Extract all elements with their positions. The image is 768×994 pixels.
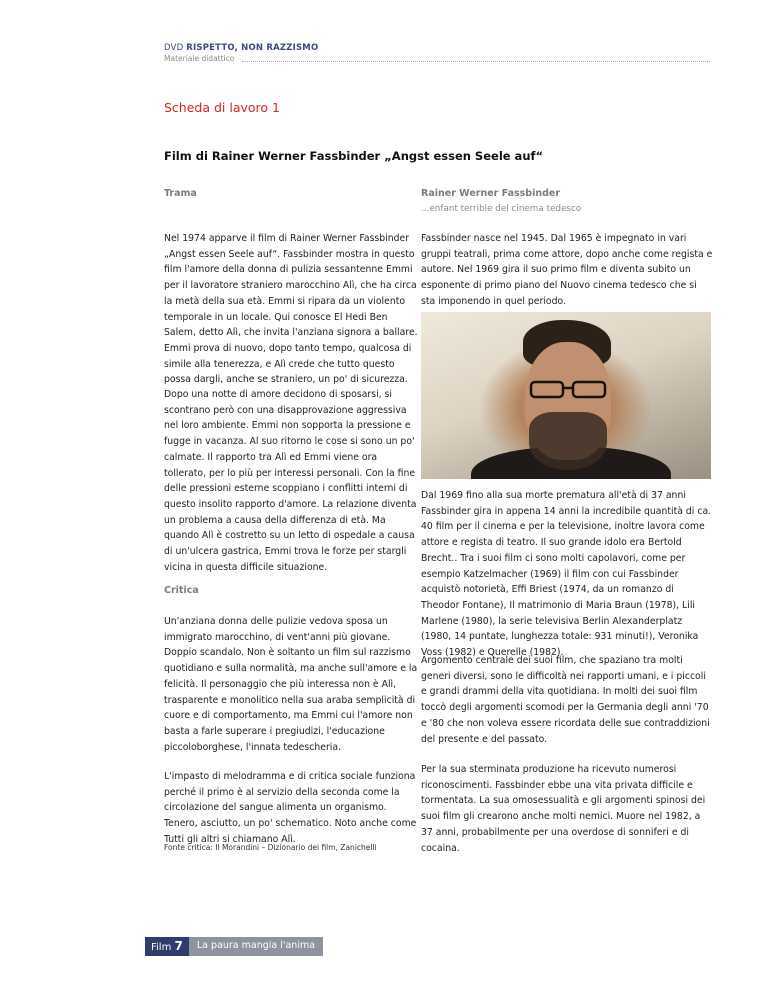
bio-paragraph-3 (421, 653, 713, 747)
header-title-text: RISPETTO, NON RAZZISMO (186, 43, 319, 53)
bio-heading: Rainer Werner Fassbinder (421, 188, 561, 199)
trama-paragraph-1 (164, 231, 420, 388)
trama-text-2: Dopo una notte di amore decidono di sposarsi, si scontrano però con una disapprovazione aggressiva nel loro ambiente. Emmi non sopporta la pressione e fugge in vacanza. Al suo ritorno le cose si sono un po' calmate. Il rapporto tra Alì ed Emmi viene ora tollerato, per lo più per interessi personali. Con la fine delle pressioni esterne scoppiano i conflitti interni di questo insolito rapporto d'amore. La relazione diventa un problema a causa della differenza di età. Ma quando Alì è costretto su un letto di ospedale a causa di un'ulcera gastrica, Emmi trova le forze per stargli vicina in questa difficile situazione. (164, 389, 417, 573)
footer-tab (145, 937, 323, 956)
bio-text-1: Fassbinder nasce nel 1945. Dal 1965 è impegnato in vari gruppi teatrali, prima come attore, dopo anche come regista e autore. Nel 1969 gira il suo primo film e diventa subito un esponente di primo piano del Nuovo cinema tedesco che si sta imponendo in quel periodo. (421, 233, 713, 307)
bio-heading-block (421, 186, 711, 217)
header-divider (242, 61, 710, 62)
trama-heading-block (164, 186, 419, 202)
photo-beard (529, 412, 607, 470)
bio-subheading: ...enfant terrible del cinema tedesco (421, 203, 582, 214)
critica-text-1: Un'anziana donna delle pulizie vedova sposa un immigrato marocchino, di vent'anni più giovane. Doppio scandalo. Non è soltanto un film sul razzismo quotidiano e sulla normalità, ma anche sull'amore e la felicità. Il personaggio che più interessa non è Alì, trasparente e monolitico nella sua araba semplicità di cuore e di comportamento, ma Emmi cui l'amore non basta a farle superare i pregiudizi, l'educazione piccoloborghese, l'innata tedescheria. (164, 616, 418, 753)
header-subtitle: Materiale didattico (164, 54, 235, 63)
source-text: Fonte critica: Il Morandini – Dizionario dei film, Zanichelli (164, 843, 377, 852)
critica-heading-block (164, 583, 419, 599)
source-note (164, 840, 420, 856)
bio-paragraph-2 (421, 488, 713, 661)
bio-text-3: Argomento centrale dei suoi film, che spaziano tra molti generi diversi, sono le difficoltà nei rapporti umani, e i piccoli e grandi drammi della vita quotidiana. In molti dei suoi film toccò degli argomenti scomodi per la Germania degli anni '70 e '80 che non voleva essere ricordata delle sue contraddizioni del presente e del passato. (421, 655, 710, 745)
bio-paragraph-1 (421, 231, 713, 310)
bio-text-2: Dal 1969 fino alla sua morte prematura all'età di 37 anni Fassbinder gira in appena 14 anni la incredibile quantità di ca. 40 film per il cinema e per la televisione, inoltre lavora come attore e regista di teatro. Il suo grande idolo era Bertold Brecht.. Tra i suoi film ci sono molti capolavori, come per esempio Katzelmacher (1969) il film con cui Fassbinder acquistò notorietà, Effi Briest (1974, da un romanzo di Theodor Fontane), Il matrimonio di Maria Braun (1978), Lili Marlene (1980), la serie televisiva Berlin Alexanderplatz (1980, 14 puntate, lunghezza totale: 931 minuti!), Veronika Voss (1982) e Querelle (1982). (421, 490, 712, 659)
bio-paragraph-4 (421, 762, 713, 856)
trama-text-1: Nel 1974 apparve il film di Rainer Werner Fassbinder „Angst essen Seele auf“. Fassbinder mostra in questo film l'amore della donna di pulizia sessantenne Emmi per il lavoratore straniero marocchino Alì, che ha circa la metà della sua età. Emmi si ripara da un violento temporale in un locale. Qui conosce El Hedi Ben Salem, detto Alì, che invita l'anziana signora a ballare. Emmi prova di nuovo, dopo tanto tempo, qualcosa di simile alla tenerezza, e Alì crede che tutto questo possa dargli, anche se straniero, un po' di sicurezza. (164, 233, 418, 386)
footer-number: 7 (174, 939, 183, 953)
bio-text-4: Per la sua sterminata produzione ha ricevuto numerosi riconoscimenti. Fassbinder ebbe una vita privata difficile e tormentata. La sua omosessualità e gli argomenti spinosi dei suoi film gli crearono anche molti nemici. Muore nel 1982, a 37 anni, probabilmente per una overdose di sonniferi e di cocaina. (421, 764, 706, 854)
trama-paragraph-2 (164, 387, 420, 575)
critica-heading: Critica (164, 585, 199, 596)
critica-paragraph-2 (164, 769, 420, 848)
footer-label: Film (151, 942, 172, 953)
sheet-title: Scheda di lavoro 1 (164, 100, 280, 115)
fassbinder-portrait-photo (421, 312, 711, 479)
header-prefix: DVD (164, 43, 184, 53)
footer-film-label (145, 937, 189, 956)
photo-glasses (529, 380, 607, 400)
critica-paragraph-1 (164, 614, 420, 755)
critica-text-2: L'impasto di melodramma e di critica sociale funziona perché il primo è al servizio della seconda come la circolazione del sangue alimenta un organismo. Tenero, asciutto, un po' schematico. Noto anche come Tutti gli altri si chiamano Alì. (164, 771, 417, 845)
footer-film-title: La paura mangia l'anima (189, 937, 323, 956)
trama-heading: Trama (164, 188, 197, 199)
film-title: Film di Rainer Werner Fassbinder „Angst essen Seele auf“ (164, 149, 544, 163)
header-title (164, 43, 318, 53)
